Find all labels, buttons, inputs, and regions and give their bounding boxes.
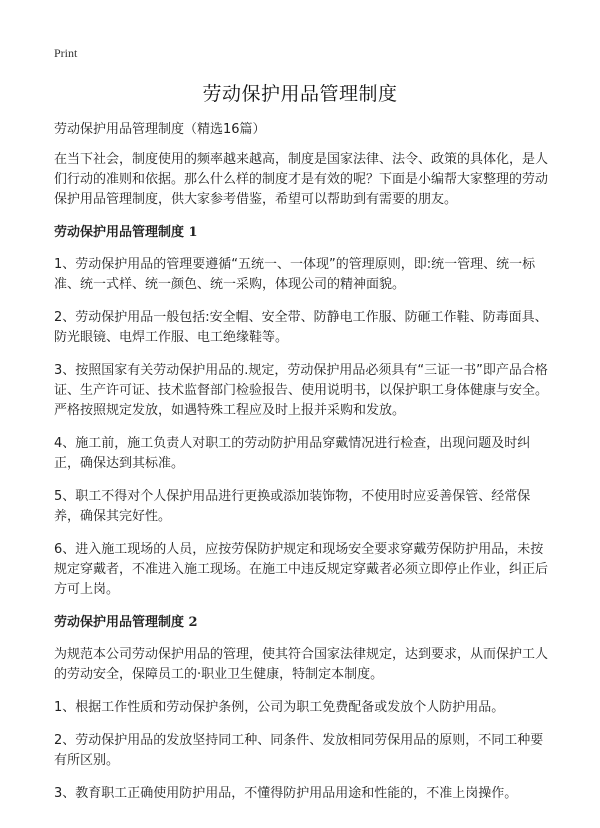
- intro-paragraph: 在当下社会，制度使用的频率越来越高，制度是国家法律、法令、政策的具体化，是人们行动的准则和依据。那么什么样的制度才是有效的呢？下面是小编帮大家整理的劳动保护用品管理制度，供大家参考借鉴，希望可以帮助到有需要的朋友。: [54, 152, 549, 207]
- print-link[interactable]: Print: [54, 46, 78, 60]
- page-title: 劳动保护用品管理制度: [202, 83, 398, 105]
- section-paragraph: 4、施工前，施工负责人对职工的劳动防护用品穿戴情况进行检查，出现问题及时纠正，确保达到其标准。: [54, 436, 531, 471]
- section-paragraph: 为规范本公司劳动保护用品的管理，使其符合国家法律规定，达到要求，从而保护工人的劳动安全，保障员工的·职业卫生健康，特制定本制度。: [54, 647, 549, 682]
- section-paragraph: 5、职工不得对个人保护用品进行更换或添加装饰物，不使用时应妥善保管、经常保养，确保其完好性。: [54, 489, 531, 524]
- document-subtitle: 劳动保护用品管理制度（精选16篇）: [54, 122, 266, 137]
- section-heading: 劳动保护用品管理制度 1: [54, 225, 198, 240]
- section-paragraph: 2、劳动保护用品的发放坚持同工种、同条件、发放相同劳保用品的原则，不同工种要有所区别。: [54, 733, 544, 768]
- section-paragraph: 1、根据工作性质和劳动保护条例，公司为职工免费配备或发放个人防护用品。: [54, 700, 505, 715]
- section-heading: 劳动保护用品管理制度 2: [54, 615, 198, 630]
- section-paragraph: 3、教育职工正确使用防护用品，不懂得防护用品用途和性能的，不准上岗操作。: [54, 786, 518, 801]
- section-paragraph: 3、按照国家有关劳动保护用品的.规定，劳动保护用品必须具有“三证一书”即产品合格证、生产许可证、技术监督部门检验报告、使用说明书，以保护职工身体健康与安全。严格按照规定发放，如遇特殊工程应及时上报并采购和发放。: [54, 363, 549, 418]
- section-paragraph: 6、进入施工现场的人员，应按劳保防护规定和现场安全要求穿戴劳保防护用品，未按规定穿戴者，不准进入施工现场。在施工中违反规定穿戴者必须立即停止作业，纠正后方可上岗。: [54, 542, 549, 597]
- section-paragraph: 1、劳动保护用品的管理要遵循“五统一、一体现”的管理原则，即:统一管理、统一标准、统一式样、统一颜色、统一采购，体现公司的精神面貌。: [54, 257, 536, 292]
- document-body: [54, 120, 552, 817]
- section-paragraph: 2、劳动保护用品一般包括:安全帽、安全带、防静电工作服、防砸工作鞋、防毒面具、防光眼镜、电焊工作服、电工绝缘鞋等。: [54, 310, 548, 345]
